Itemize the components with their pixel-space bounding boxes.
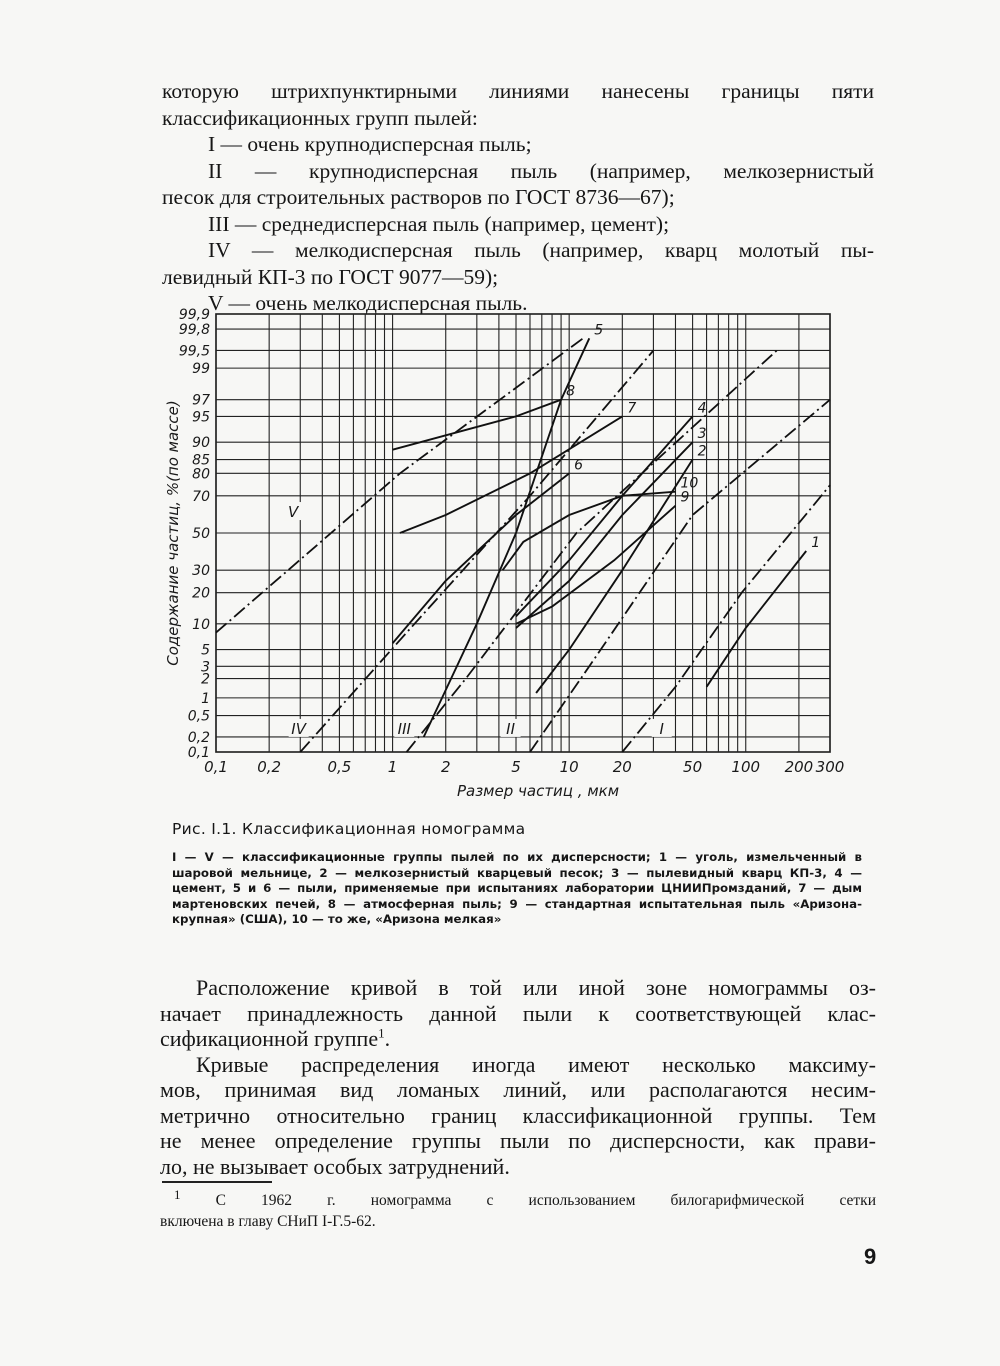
footnote-line: включена в главу СНиП I-Г.5-62. <box>160 1213 376 1230</box>
intro-line: IV — мелкодисперсная пыль (например, кварц молотый пы- <box>208 238 874 262</box>
group-label: V <box>288 503 299 522</box>
y-tick-label: 85 <box>192 452 210 469</box>
x-tick-label: 0,1 <box>204 758 228 776</box>
caption-legend: I — V — классификационные группы пылей по их дисперсности; 1 — уголь, измельченный в шаровой мельнице, 2 — мелкозернистый кварцевый песок; 3 — пылевидный кварц КП-3, 4 — цемент, 5 и 6 — пыли, применяемые при испытаниях лаборатории ЦНИИПромзданий, 7 — дым мартеновских печей, 8 — атмосферная пыль; 9 — стандартная испытательная пыль «Аризона-крупная» (США), 10 — то же, «Аризона мелкая» <box>172 850 862 926</box>
y-tick-label: 99 <box>192 361 210 378</box>
footnote-line <box>160 1186 876 1211</box>
group-label: I <box>659 719 664 738</box>
series-label: 2 <box>697 443 707 460</box>
group-label: II <box>506 719 516 738</box>
y-tick-label: 97 <box>192 392 210 409</box>
group-boundary-line <box>216 338 583 632</box>
intro-line: II — крупнодисперсная пыль (например, мелкозернистый <box>208 158 874 183</box>
x-tick-label: 0,5 <box>327 758 352 776</box>
page-number: 9 <box>864 1244 877 1269</box>
body-line: не менее определение группы пыли по дисперсности, как прави- <box>160 1128 876 1153</box>
x-tick-label: 2 <box>440 758 451 776</box>
group-boundary-line <box>407 351 777 753</box>
x-tick-label: 100 <box>731 758 761 776</box>
x-tick-label: 5 <box>511 758 521 776</box>
x-axis-label: Размер частиц , мкм <box>456 782 620 800</box>
intro-text <box>162 78 874 317</box>
series-label: 6 <box>574 457 584 474</box>
body-line: мов, принимая вид ломаных линий, или располагаются несим- <box>160 1077 876 1102</box>
body-line: метрично относительно границ классификационной группы. Тем <box>160 1102 876 1128</box>
y-tick-label: 10 <box>192 616 210 633</box>
series-label: 4 <box>697 400 707 417</box>
chart-labels <box>164 307 844 800</box>
x-tick-label: 0,2 <box>257 758 282 776</box>
y-tick-label: 3 <box>201 659 210 676</box>
intro-line: классификационных групп пылей: <box>162 105 478 130</box>
y-tick-label: 0,5 <box>187 708 210 725</box>
body-text <box>160 975 876 1179</box>
body-line: начает принадлежность данной пыли к соответствующей клас- <box>160 1000 876 1026</box>
y-tick-label: 0,1 <box>187 745 210 761</box>
footnote <box>160 1186 876 1232</box>
y-tick-label: 0,2 <box>187 729 210 746</box>
body-line-end: . <box>384 1026 391 1051</box>
body-line: ло, не вызывает особых затруднений. <box>160 1153 510 1179</box>
classification-nomogram <box>158 300 858 800</box>
x-tick-label: 200 <box>784 758 814 776</box>
series-line <box>503 492 676 571</box>
y-tick-label: 99,8 <box>178 322 210 339</box>
series-label: 5 <box>594 322 604 339</box>
intro-line: левидный КП-3 по ГОСТ 9077—59); <box>162 264 499 289</box>
y-tick-label: 2 <box>201 671 210 688</box>
group-label: IV <box>291 719 306 738</box>
body-line-text: сификационной группе <box>160 1026 379 1051</box>
y-tick-label: 90 <box>192 435 210 452</box>
x-tick-label: 50 <box>683 758 703 776</box>
intro-line: V — очень мелкодисперсная пыль. <box>208 291 528 315</box>
intro-line: I — очень крупнодисперсная пыль; <box>208 132 532 156</box>
x-tick-label: 300 <box>815 758 845 776</box>
intro-line: песок для строительных растворов по ГОСТ 8736—67); <box>162 185 675 209</box>
series-label: 10 <box>680 475 699 492</box>
intro-line: III — среднедисперсная пыль (например, цемент); <box>208 211 670 236</box>
y-tick-label: 70 <box>192 488 210 505</box>
y-tick-label: 50 <box>192 526 210 542</box>
series-label: 1 <box>811 534 821 551</box>
y-tick-label: 80 <box>192 466 210 483</box>
series-line <box>424 338 590 737</box>
body-line: Расположение кривой в той или иной зоне номограммы оз- <box>196 975 876 1000</box>
y-tick-label: 99,9 <box>178 307 210 323</box>
series-label: 9 <box>680 489 690 506</box>
body-line: Кривые распределения иногда имеют несколько максиму- <box>196 1051 876 1077</box>
y-tick-label: 20 <box>192 585 210 602</box>
intro-line: которую штрихпунктирными линиями нанесены границы пяти <box>162 79 874 103</box>
series-label: 3 <box>697 426 707 443</box>
y-tick-label: 95 <box>192 409 210 426</box>
group-label: III <box>397 719 411 738</box>
series-line <box>516 442 693 628</box>
x-tick-label: 20 <box>612 758 632 776</box>
caption-title: Рис. I.1. Классификационная номограмма <box>172 820 526 838</box>
y-axis-label: Содержание частиц, %(по массе) <box>164 400 182 666</box>
series-line <box>536 460 693 694</box>
group-boundary-line <box>530 400 830 752</box>
chart-series <box>393 338 807 737</box>
figure-caption <box>172 820 862 928</box>
footnote-marker: 1 <box>174 1186 181 1202</box>
y-tick-label: 30 <box>192 563 210 580</box>
chart-grid <box>216 314 830 752</box>
body-line <box>160 1026 876 1052</box>
footnote-text: С 1962 г. номограмма с использованием билогарифмической сетки <box>215 1192 876 1209</box>
footnote-ref: 1 <box>378 1025 385 1041</box>
y-tick-label: 99,5 <box>178 343 210 360</box>
series-label: 8 <box>566 383 576 400</box>
footnote-rule <box>162 1181 272 1183</box>
x-tick-label: 10 <box>559 758 579 776</box>
series-label: 7 <box>627 400 637 417</box>
series-line <box>516 416 693 616</box>
y-tick-label: 5 <box>201 642 210 659</box>
y-tick-label: 1 <box>201 690 210 707</box>
x-tick-label: 1 <box>387 758 398 776</box>
